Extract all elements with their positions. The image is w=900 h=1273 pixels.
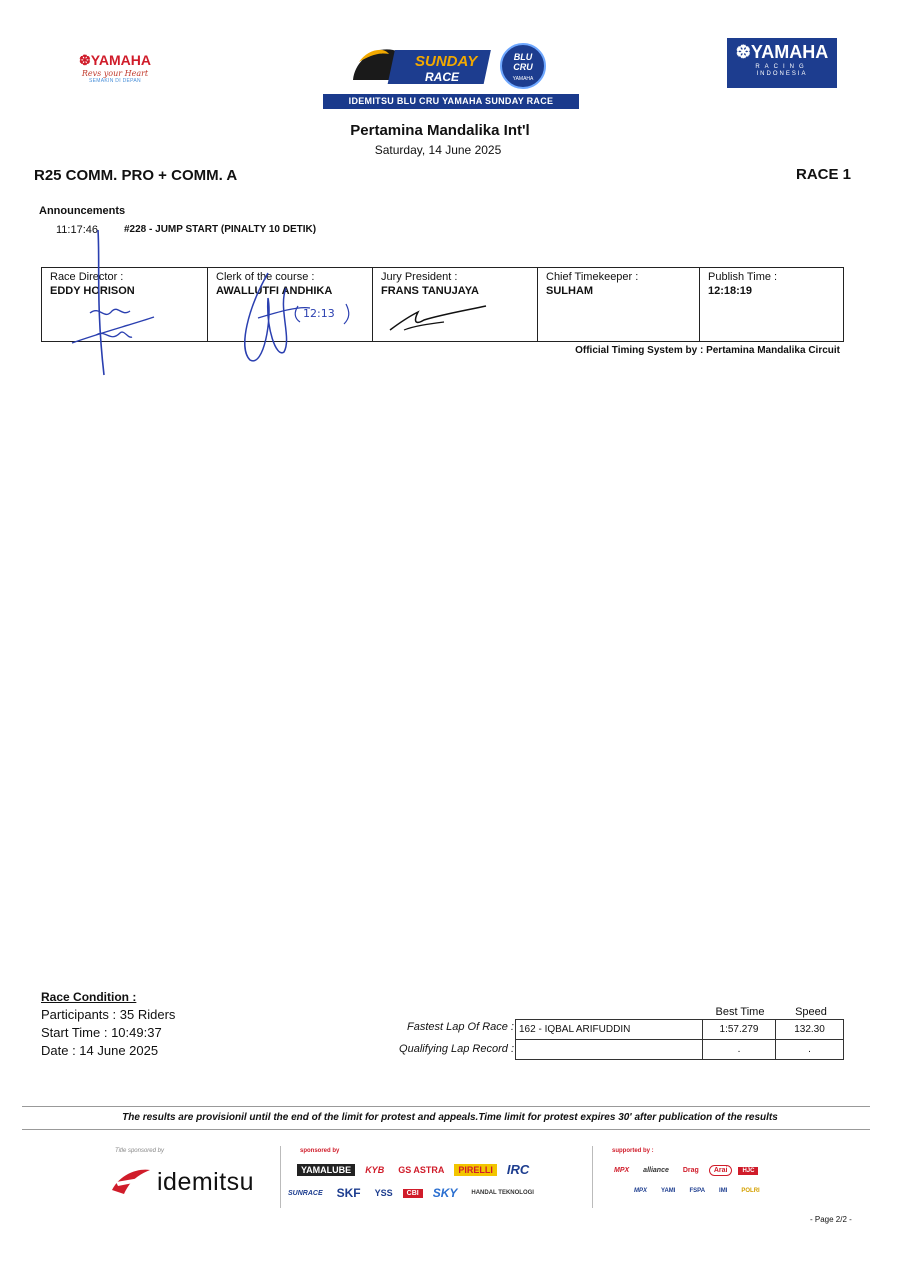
clerk-signature-note: 12:13 [303,307,335,320]
sponsor-logo: SKY [432,1186,458,1200]
supporter-logo: MPX [614,1167,630,1174]
badge-top: BLU [513,52,533,62]
table-row [516,1020,844,1040]
sponsor-logo: PIRELLI [454,1164,497,1176]
record-rider [516,1040,703,1060]
yamaha-racing-logo [727,38,837,88]
official-name: FRANS TANUJAYA [381,285,480,297]
logo-title-line1: SUNDAY [415,53,478,70]
announcement-time: 11:17:46 [56,224,99,236]
sponsor-logo: YSS [374,1188,393,1198]
official-chief-timekeeper [538,268,700,341]
right-logo-brand: YAMAHA [750,42,829,62]
publish-time-value: 12:18:19 [708,285,753,297]
supporters-row-1 [610,1165,758,1176]
fastest-lap-label: Fastest Lap Of Race : [407,1021,514,1033]
race-number: RACE 1 [796,166,852,183]
idemitsu-icon [110,1166,152,1198]
sponsors-row-2 [284,1185,538,1201]
official-name: EDDY HORISON [50,285,135,297]
left-logo-fine-print: SEMAKIN DI DEPAN [89,78,141,84]
best-time-header: Best Time [715,1006,765,1018]
sponsor-logo: IRC [506,1162,530,1177]
supporter-logo: Drag [682,1167,699,1174]
sponsored-header: sponsored by [300,1148,340,1154]
publish-time [700,268,843,341]
sponsors-row-1 [297,1161,533,1178]
race-condition-title: Race Condition : [41,990,137,1004]
official-label: Chief Timekeeper : [546,271,639,283]
right-logo-line2: RACING [755,64,809,70]
sponsor-logo: SUNRACE [288,1189,323,1197]
sponsor-logo: HANDAL TEKNOLOGI [471,1190,534,1196]
sponsor-logo: YAMALUBE [297,1164,355,1176]
sunday-race-logo [345,40,555,96]
badge-bottom: YAMAHA [512,76,534,82]
announcements-title: Announcements [39,205,126,217]
timing-system-credit: Official Timing System by : Pertamina Mandalika Circuit [575,345,840,356]
sponsor-logo: GS ASTRA [398,1164,445,1175]
race-class: R25 COMM. PRO + COMM. A [34,167,238,184]
idemitsu-wordmark: idemitsu [157,1167,255,1196]
official-name: AWALLUTFI ANDHIKA [216,285,333,297]
supporter-logo: YAMI [661,1188,676,1194]
supporter-logo: Arai [709,1165,733,1176]
lap-table [515,1019,844,1060]
idemitsu-logo [110,1166,254,1198]
sponsor-logo: KYB [365,1164,385,1175]
official-name: SULHAM [546,285,594,297]
supporter-logo: POLRI [741,1188,760,1194]
supported-header: supported by : [612,1148,654,1154]
supporter-logo: MPX [634,1188,648,1194]
speed-header: Speed [795,1006,827,1018]
official-label: Clerk of the course : [216,271,315,283]
right-logo-line3: INDONESIA [756,71,808,77]
supporter-logo: FSPA [689,1188,706,1194]
supporter-logo: HJC [738,1167,758,1175]
official-label: Race Director : [50,271,124,283]
tuning-fork-icon: ❆ [79,52,91,68]
left-logo-brand: YAMAHA [90,52,151,68]
sponsor-logo: SKF [336,1186,361,1200]
event-banner: IDEMITSU BLU CRU YAMAHA SUNDAY RACE [323,94,579,109]
divider [22,1106,870,1107]
table-row [516,1040,844,1060]
fastest-time: 1:57.279 [703,1020,776,1040]
logo-title-line2: RACE [425,70,460,84]
supporters-row-2 [630,1187,764,1195]
jury-president-signature [384,300,494,335]
venue-title: Pertamina Mandalika Int'l [350,122,530,139]
yamaha-logo-left [70,52,160,84]
fastest-rider: 162 - IQBAL ARIFUDDIN [516,1020,703,1040]
supporter-logo: alliance [643,1167,669,1174]
page-number: - Page 2/2 - [810,1215,852,1224]
event-date: Saturday, 14 June 2025 [374,143,502,157]
race-date: Date : 14 June 2025 [41,1043,159,1058]
announcement-text: #228 - JUMP START (PINALTY 10 DETIK) [124,224,317,235]
clerk-signature [228,268,358,368]
official-label: Publish Time : [708,271,778,283]
title-sponsor-header: Title sponsored by [115,1148,164,1154]
start-time: Start Time : 10:49:37 [41,1025,162,1040]
disclaimer: The results are provisionil until the end of the limit for protest and appeals.Time limit for protest expires 30' after publication of the results [122,1112,778,1123]
supporter-logo: IMI [719,1188,728,1194]
badge-mid: CRU [513,62,533,72]
divider [22,1129,870,1130]
tuning-fork-icon: ❆ [735,42,751,62]
sponsor-logo: CBI [403,1189,423,1198]
participants: Participants : 35 Riders [41,1007,176,1022]
record-speed: . [776,1040,844,1060]
fastest-speed: 132.30 [776,1020,844,1040]
record-time: . [703,1040,776,1060]
left-logo-tagline: Revs your Heart [81,69,149,78]
lap-record-label: Qualifying Lap Record : [399,1043,514,1055]
divider [280,1146,281,1208]
official-label: Jury President : [381,271,458,283]
race-director-signature [60,225,170,380]
divider [592,1146,593,1208]
